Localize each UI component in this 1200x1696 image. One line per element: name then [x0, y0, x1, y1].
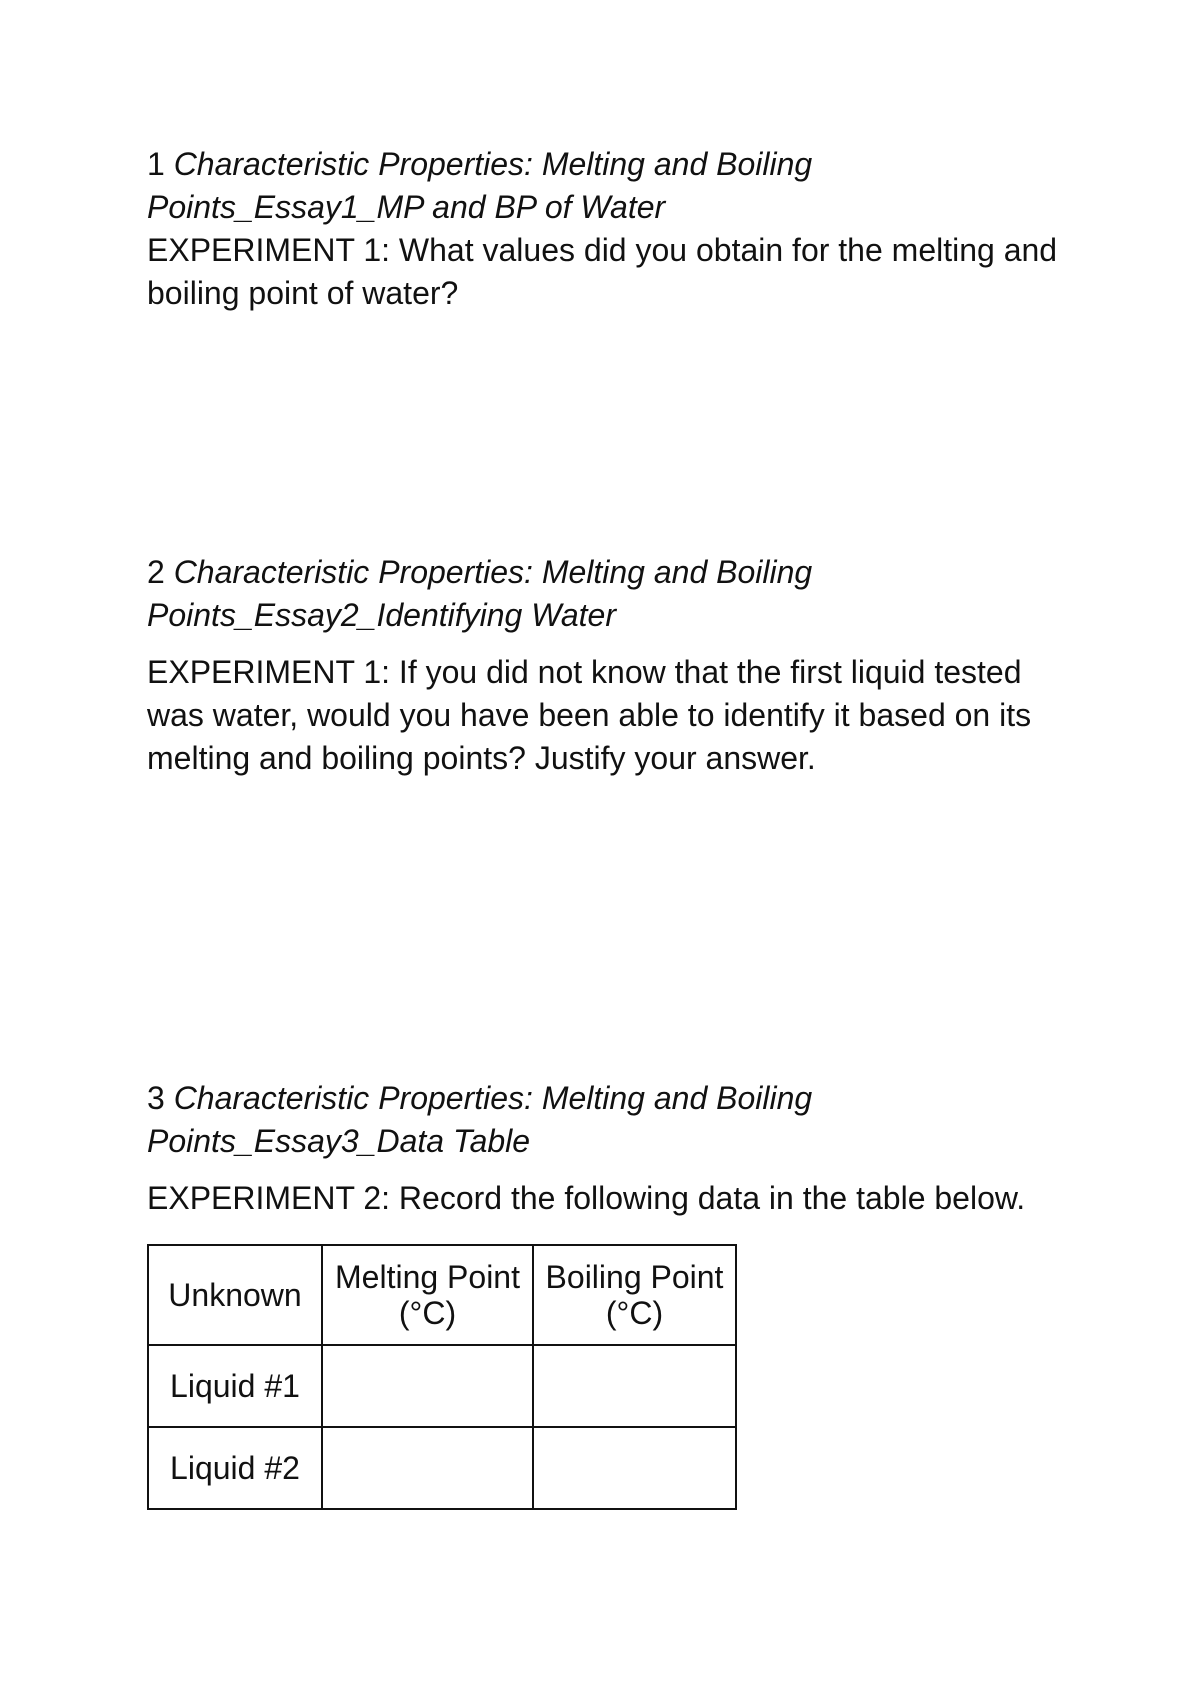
- table-row: [148, 1345, 736, 1427]
- cell-liquid-1-melting[interactable]: [322, 1345, 533, 1427]
- question-1-title: Characteristic Properties: Melting and Boiling Points_Essay1_MP and BP of Water: [147, 146, 813, 225]
- question-2-prompt: EXPERIMENT 1: If you did not know that the first liquid tested was water, would you have been able to identify it based on its melting and boiling points? Justify your answer.: [147, 654, 1032, 776]
- question-3-number: 3: [147, 1080, 165, 1116]
- question-1: [147, 143, 1067, 315]
- question-1-prompt: EXPERIMENT 1: What values did you obtain for the melting and boiling point of water?: [147, 232, 1058, 311]
- question-3-title: Characteristic Properties: Melting and Boiling Points_Essay3_Data Table: [147, 1080, 813, 1159]
- header-melting-point-label: Melting Point: [335, 1259, 520, 1295]
- row-label-liquid-1: Liquid #1: [148, 1345, 322, 1427]
- header-boiling-point-unit: (°C): [605, 1295, 664, 1331]
- table-row: [148, 1427, 736, 1509]
- header-unknown-label: Unknown: [168, 1277, 302, 1313]
- question-3: [147, 1077, 1067, 1220]
- header-boiling-point: [533, 1245, 736, 1345]
- question-1-heading: [147, 143, 1067, 229]
- question-2-number: 2: [147, 554, 165, 590]
- cell-liquid-1-boiling[interactable]: [533, 1345, 736, 1427]
- header-unknown: [148, 1245, 322, 1345]
- question-2-heading: [147, 551, 1067, 637]
- row-label-liquid-2: Liquid #2: [148, 1427, 322, 1509]
- header-melting-point: [322, 1245, 533, 1345]
- cell-liquid-2-melting[interactable]: [322, 1427, 533, 1509]
- header-melting-point-unit: (°C): [398, 1295, 457, 1331]
- question-2: [147, 551, 1067, 780]
- question-3-heading: [147, 1077, 1067, 1163]
- header-boiling-point-label: Boiling Point: [545, 1259, 724, 1295]
- question-2-title: Characteristic Properties: Melting and Boiling Points_Essay2_Identifying Water: [147, 554, 813, 633]
- question-1-number: 1: [147, 146, 165, 182]
- cell-liquid-2-boiling[interactable]: [533, 1427, 736, 1509]
- question-3-prompt: EXPERIMENT 2: Record the following data in the table below.: [147, 1180, 1026, 1216]
- table-header-row: [148, 1245, 736, 1345]
- data-table: [147, 1244, 737, 1510]
